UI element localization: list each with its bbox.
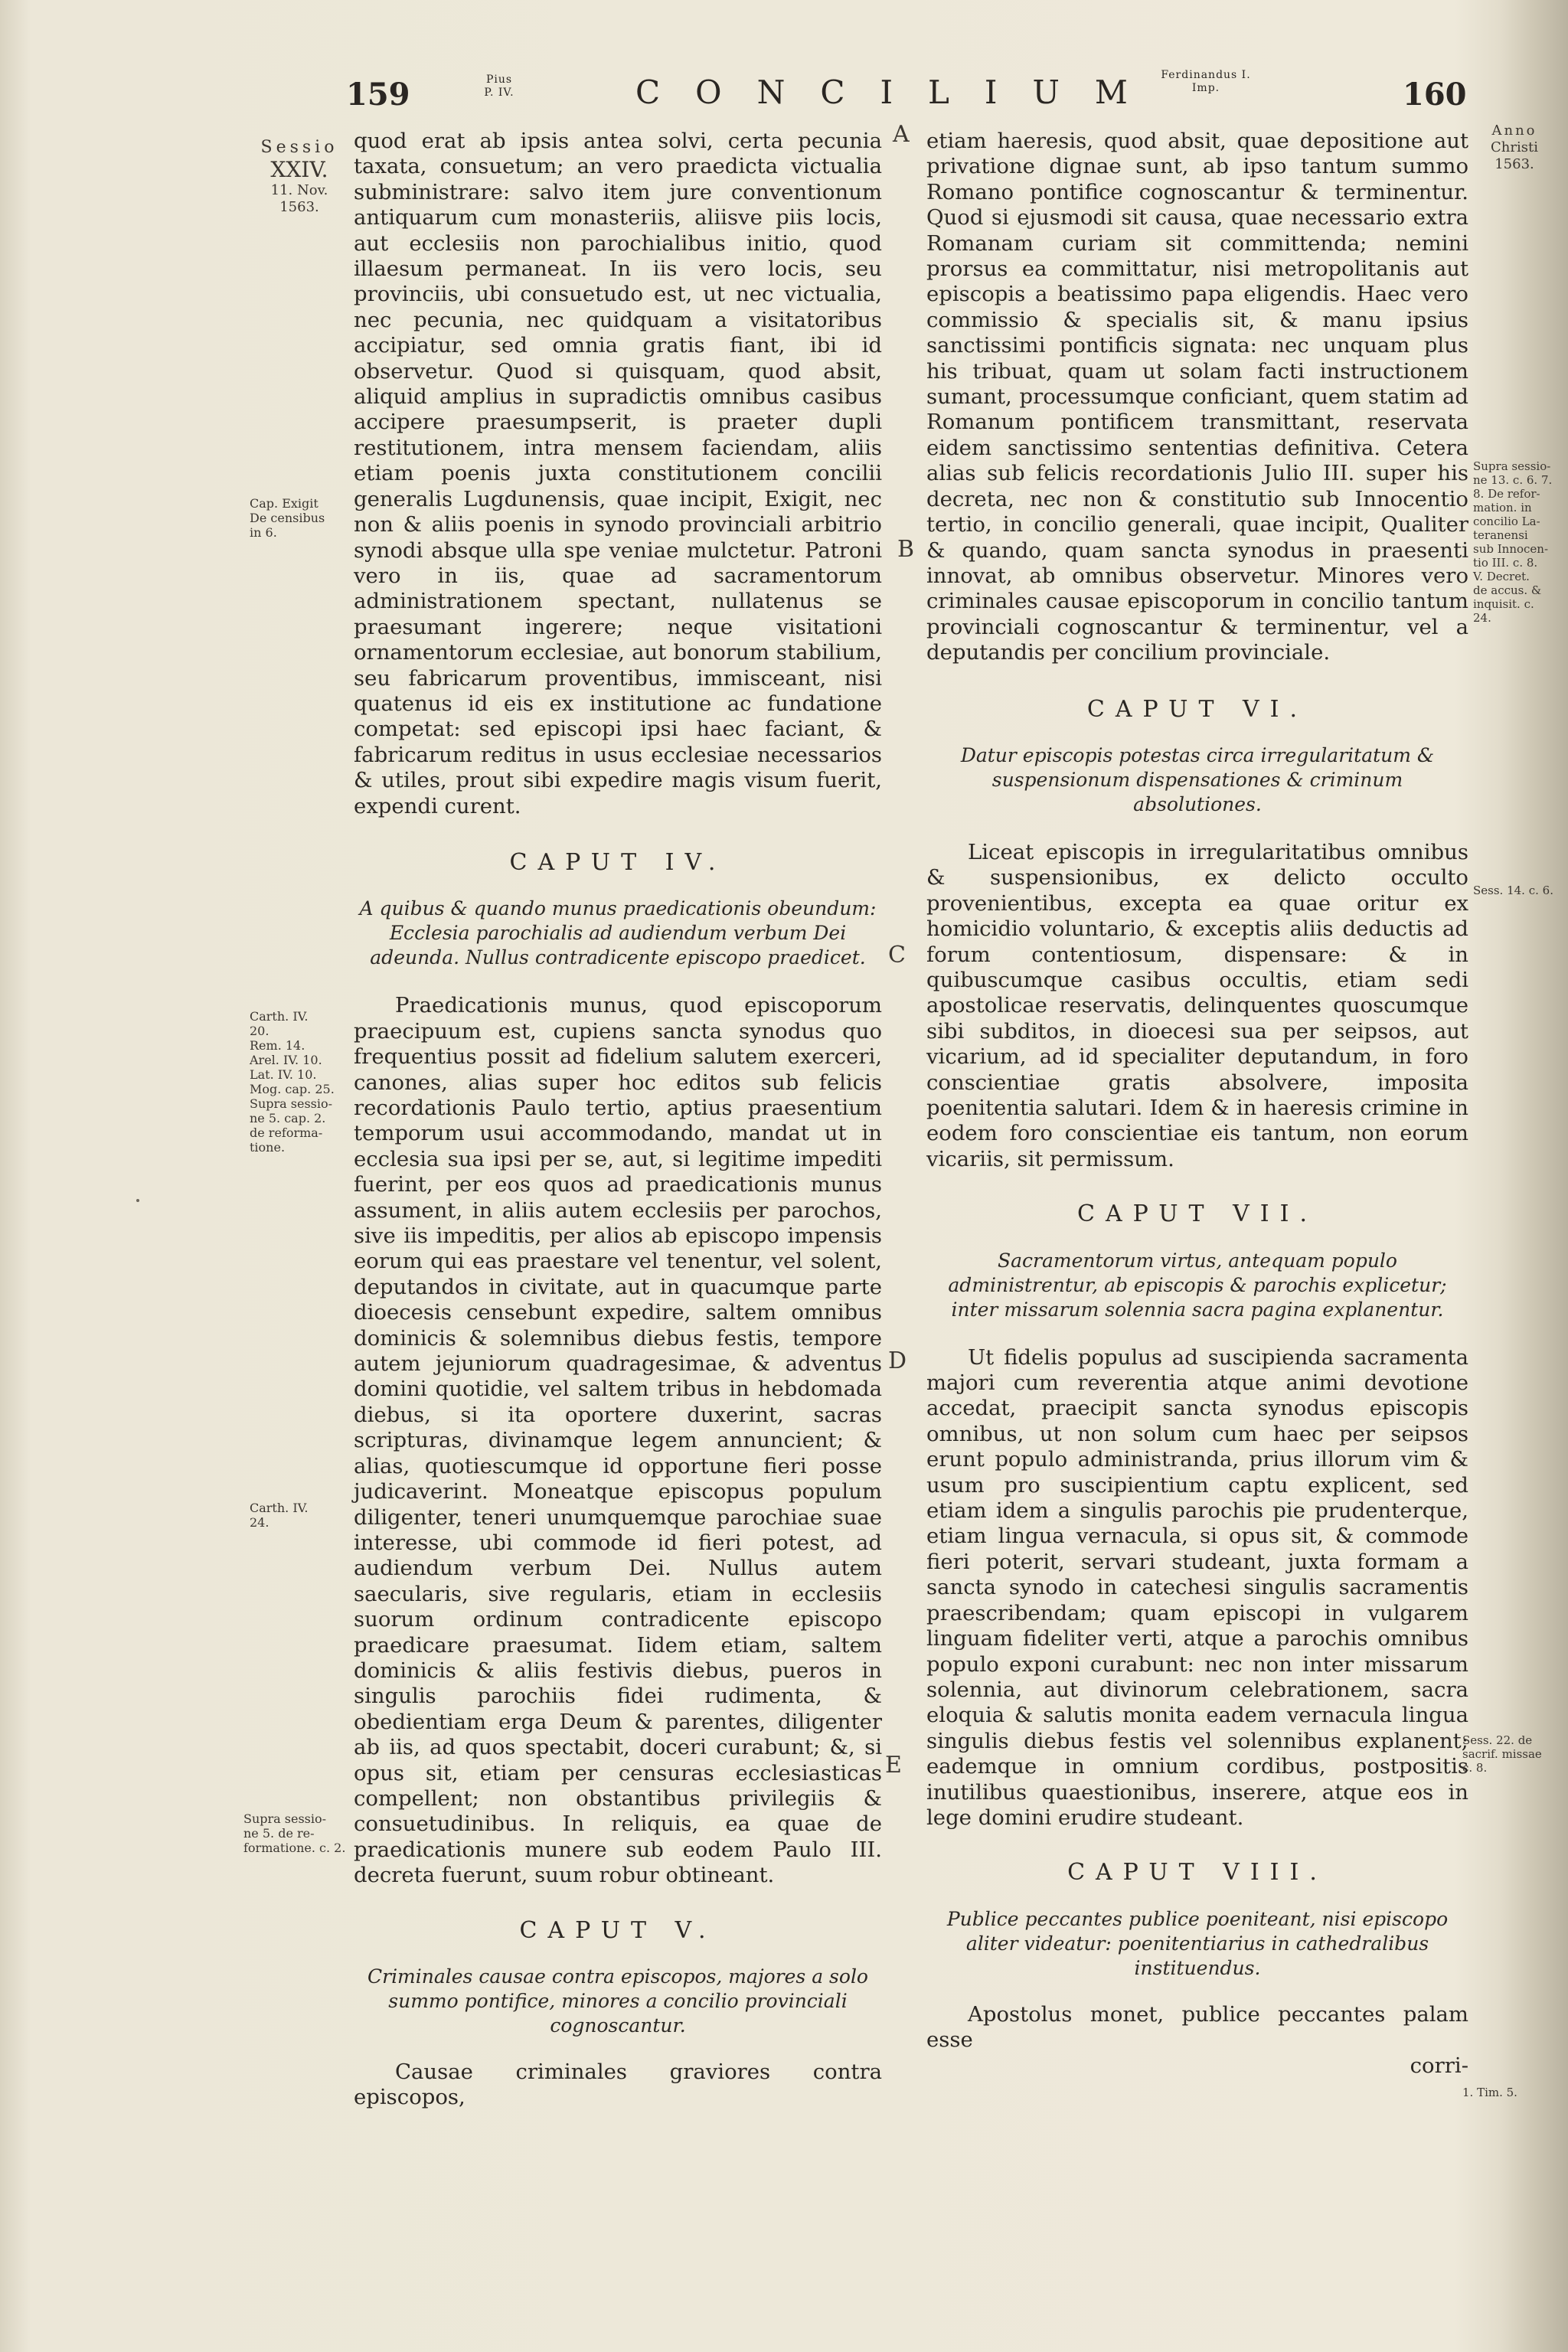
margin-line: Carth. IV. bbox=[250, 1009, 309, 1024]
left-page-number: 159 bbox=[346, 77, 410, 113]
section-marker: B bbox=[897, 536, 915, 563]
margin-line: Rem. 14. bbox=[250, 1038, 305, 1053]
margin-line: Christi bbox=[1491, 139, 1538, 155]
chapter-summary: Publice peccantes publice poeniteant, nisi episcopo aliter videatur: poenitentiarius in cathedralibus instituendus. bbox=[946, 1907, 1449, 1979]
page-title: CONCILIUM bbox=[635, 74, 1163, 111]
margin-line: Mog. cap. 25. bbox=[250, 1082, 335, 1096]
margin-line: 11. Nov. bbox=[270, 182, 328, 198]
section-marker: C bbox=[888, 942, 906, 969]
paragraph: Liceat episcopis in irregularitatibus omnibus & suspensionibus, ex delicto occulto provenientibus, excepta ea quae oritur ex homicidio voluntario, & exceptis aliis deductis ad forum contentiosum, dispensare: & in quibuscumque casibus occultis, etiam sedi apostolicae reservatis, delinquentes quoscumque sibi subditos, in dioecesi sua per seipsos, aut vicarium, ad id specialiter deputandum, in foro conscientiae gratis absolvere, imposita poenitentia salutari. Idem & in haeresis crimine in eodem foro conscientiae eis tantum, non eorum vicariis, sit permissum. bbox=[926, 839, 1468, 1171]
paragraph: Apostolus monet, publice peccantes palam esse bbox=[926, 2001, 1468, 2053]
running-head-line: P. IV. bbox=[484, 87, 514, 99]
margin-line: 24. bbox=[250, 1515, 270, 1530]
right-column bbox=[926, 129, 1468, 2079]
margin-line: c. 8. bbox=[1462, 1761, 1488, 1775]
session-note bbox=[250, 138, 349, 216]
running-head-line: Imp. bbox=[1191, 82, 1220, 94]
chapter-heading: CAPUT VI. bbox=[1086, 695, 1308, 723]
margin-line: tio III. c. 8. bbox=[1473, 556, 1538, 570]
margin-line: 20. bbox=[250, 1024, 270, 1038]
margin-line: Supra sessio- bbox=[250, 1096, 333, 1111]
margin-line: tione. bbox=[250, 1140, 286, 1155]
margin-line: De censibus bbox=[250, 511, 325, 525]
margin-line: teranensi bbox=[1473, 528, 1528, 542]
margin-line: de accus. & bbox=[1473, 583, 1542, 597]
right-running-head bbox=[1148, 69, 1263, 95]
running-head-line: Ferdinandus I. bbox=[1161, 69, 1251, 81]
section-marker: E bbox=[885, 1752, 902, 1779]
left-column bbox=[354, 129, 882, 2111]
margin-note-exigit bbox=[250, 496, 351, 540]
margin-line: Cap. Exigit bbox=[250, 496, 318, 511]
chapter-heading: CAPUT VII. bbox=[1076, 1200, 1318, 1228]
margin-line: 8. De refor- bbox=[1473, 487, 1540, 501]
margin-line: Lat. IV. 10. bbox=[250, 1067, 317, 1082]
chapter-heading: CAPUT V. bbox=[519, 1916, 717, 1944]
margin-line: Supra sessio- bbox=[1473, 459, 1551, 473]
margin-line: XXIV. bbox=[270, 157, 328, 182]
margin-note-supra bbox=[243, 1811, 351, 1855]
margin-line: ne 5. cap. 2. bbox=[250, 1111, 326, 1125]
chapter-heading: CAPUT IV. bbox=[509, 848, 727, 876]
catchword: corri- bbox=[1410, 2053, 1468, 2078]
section-marker: A bbox=[893, 121, 910, 148]
margin-line: mation. in bbox=[1473, 501, 1532, 514]
chapter-heading: CAPUT VIII. bbox=[1067, 1859, 1328, 1886]
margin-note-sess22 bbox=[1462, 1733, 1559, 1775]
chapter-summary: A quibus & quando munus praedicationis obeundum: Ecclesia parochialis ad audiendum verbum Dei adeunda. Nullus contradicente episcopo praedicet. bbox=[359, 897, 877, 969]
margin-line: Arel. IV. 10. bbox=[250, 1053, 322, 1067]
margin-line: Anno bbox=[1491, 122, 1537, 139]
margin-note-supra-right bbox=[1473, 459, 1559, 625]
margin-line: 24. bbox=[1473, 611, 1491, 625]
margin-line: V. Decret. bbox=[1473, 570, 1530, 583]
chapter-summary: Criminales causae contra episcopos, majores a solo summo pontifice, minores a concilio provinciali cognoscantur. bbox=[367, 1965, 868, 2037]
margin-line: concilio La- bbox=[1473, 514, 1540, 528]
margin-line: sub Innocen- bbox=[1473, 542, 1549, 556]
paragraph: Causae criminales graviores contra episcopos, bbox=[354, 2060, 882, 2110]
paragraph: quod erat ab ipsis antea solvi, certa pecunia taxata, consuetum; an vero praedicta victualia subministrare: salvo item jure conventionum antiquarum cum monasteriis, aliisve piis locis, aut ecclesiis non parochialibus initio, quod illaesum permaneat. In iis vero locis, seu provinciis, ubi consuetudo est, ut nec victualia, nec pecunia, nec quidquam a visitatoribus accipiatur, sed omnia gratis fiant, ibi id observetur. Quod si quisquam, quod absit, aliquid amplius in supradictis omnibus casibus accipere praesumpserit, is praeter dupli restitutionem, intra mensem faciendam, aliis etiam poenis juxta constitutionem concilii generalis Lugdunensis, quae incipit, Exigit, nec non & aliis poenis in synodo provinciali arbitrio synodi absque ulla spe veniae mulctetur. Patroni vero in iis, quae ad sacramentorum administrationem spectant, nullatenus se praesumant ingerere; neque visitationi ornamentorum ecclesiae, aut bonorum stabilium, seu fabricarum proventibus, immisceant, nisi quatenus id eis ex institutione ac fundatione competat: sed episcopi ipsi haec faciant, & fabricarum reditus in usus ecclesiae necessarios & utiles, prout sibi expedire magis visum fuerit, expendi curent. bbox=[354, 129, 882, 818]
chapter-summary: Sacramentorum virtus, antequam populo administrentur, ab episcopis & parochis explicetur; inter missarum solennia sacra pagina explanentur. bbox=[948, 1249, 1447, 1321]
right-page-number: 160 bbox=[1403, 77, 1467, 113]
margin-note-carthago bbox=[250, 1009, 351, 1155]
margin-line: Carth. IV. bbox=[250, 1501, 309, 1515]
running-head-line: Pius bbox=[485, 74, 513, 86]
paragraph: Praedicationis munus, quod episcoporum praecipuum est, cupiens sancta synodus quo frequentius possit ad fidelium salutem exerceri, canones, alias super hoc editos sub felicis recordationis Paulo tertio, aptius praesentium temporum usui accommodando, mandat ut in ecclesia sua ipsi per se, aut, si legitime impediti fuerint, per eos quos ad praedicationis munus assument, in aliis autem ecclesiis per parochos, sive iis impeditis, per alios ab episcopo impensis eorum qui eas praestare vel tenentur, vel solent, deputandos in civitate, aut in quacumque parte dioecesis censebunt expedire, saltem omnibus dominicis & solemnibus diebus festis, tempore autem jejuniorum quadragesimae, & adventus domini quotidie, vel saltem tribus in hebdomada diebus, si ita oportere duxerint, sacras scripturas, divinamque legem annuncient; & alias, quotiescumque id opportune fieri posse judicaverint. Moneatque episcopus populum diligenter, teneri unumquemque parochiae suae interesse, ubi commode id fieri potest, ad audiendum verbum Dei. Nullus autem saecularis, sive regularis, etiam in ecclesiis suorum ordinum contradicente episcopo praedicare praesumat. Iidem etiam, saltem dominicis & aliis festivis diebus, pueros in singulis parochiis fidei rudimenta, & obedientiam erga Deum & parentes, diligenter ab iis, ad quos spectabit, doceri curabunt; &, si opus sit, etiam per censuras ecclesiasticas compellent; non obstantibus privilegiis & consuetudinibus. In reliquis, ea quae de praedicationis munere sub eodem Paulo III. decreta fuerunt, suum robur obtineant. bbox=[354, 993, 882, 1888]
chapter-summary: Datur episcopis potestas circa irregularitatum & suspensionum dispensationes & criminum absolutiones. bbox=[960, 743, 1435, 815]
margin-line: 1. Tim. 5. bbox=[1462, 2086, 1517, 2099]
left-running-head bbox=[469, 74, 530, 100]
margin-line: ne 13. c. 6. 7. bbox=[1473, 473, 1553, 487]
margin-line: Sessio bbox=[260, 138, 338, 157]
margin-note-tim bbox=[1462, 2086, 1559, 2100]
margin-line: 1563. bbox=[1494, 156, 1534, 172]
margin-line: sacrif. missae bbox=[1462, 1747, 1542, 1761]
margin-line: Supra sessio- bbox=[243, 1811, 327, 1826]
margin-note-carthago-2 bbox=[250, 1501, 351, 1530]
margin-note-sess14 bbox=[1473, 884, 1559, 898]
margin-line: in 6. bbox=[250, 525, 277, 540]
paragraph: Ut fidelis populus ad suscipienda sacramenta majori cum reverentia atque animi devotione accedat, praecipit sancta synodus episcopis omnibus, ut non solum cum haec per seipsos erunt populo administranda, prius illorum vim & usum pro suscipientium captu explicent, sed etiam idem a singulis parochis pie prudenterque, etiam lingua vernacula, si opus sit, & commode fieri poterit, servari studeant, juxta formam a sancta synodo in catechesi singulis sacramentis praescribendam; quam episcopi in vulgarem linguam fideliter verti, atque a parochis omnibus populo exponi curabunt: nec non inter missarum solennia, aut divinorum celebrationem, sacra eloquia & salutis monita eadem vernacula lingua singulis diebus festis vel solennibus explanent; eademque in omnium cordibus, postpositis inutilibus quaestionibus, inserere, atque eos in lege domini erudire studeant. bbox=[926, 1344, 1468, 1830]
year-note bbox=[1476, 122, 1553, 173]
margin-line: de reforma- bbox=[250, 1125, 323, 1140]
margin-line: 1563. bbox=[279, 199, 319, 215]
ink-speck bbox=[136, 1199, 139, 1202]
margin-line: inquisit. c. bbox=[1473, 597, 1534, 611]
margin-line: Sess. 22. de bbox=[1462, 1733, 1533, 1747]
section-marker: D bbox=[888, 1348, 907, 1374]
margin-line: Sess. 14. c. 6. bbox=[1473, 884, 1553, 897]
paragraph: etiam haeresis, quod absit, quae depositione aut privatione dignae sunt, ab ipso tantum summo Romano pontifice cognoscantur & terminentur. Quod si ejusmodi sit causa, quae necessario extra Romanam curiam sit committenda; nemini prorsus ea committatur, nisi metropolitanis aut episcopis a beatissimo papa eligendis. Haec vero commissio & specialis sit, & manu ipsius sanctissimi pontificis signata: nec unquam plus his tribuat, quam ut solam facti instructionem sumant, processumque conficiant, quem statim ad Romanum pontificem transmittant, reservata eidem sanctissimo sententias definitiva. Cetera alias sub felicis recordationis Julio III. super his decreta, nec non & constitutio sub Innocentio tertio, in concilio generali, quae incipit, Qualiter & quando, quam sancta synodus in praesenti innovat, ab omnibus observetur. Minores vero criminales causae episcoporum in concilio tantum provinciali cognoscantur & terminentur, vel a deputandis per concilium provinciale. bbox=[926, 129, 1468, 665]
margin-line: ne 5. de re- bbox=[243, 1826, 315, 1841]
margin-line: formatione. c. 2. bbox=[243, 1841, 346, 1855]
